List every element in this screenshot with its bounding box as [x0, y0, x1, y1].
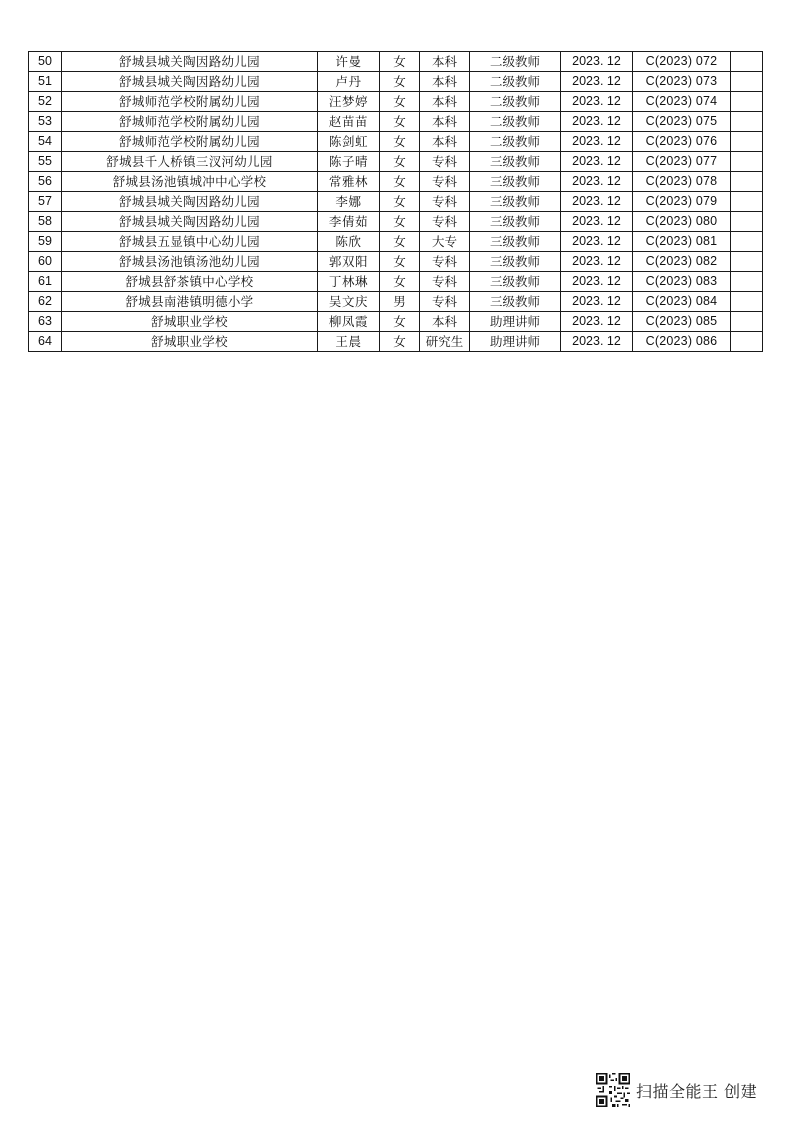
cell-name: 汪梦婷 — [318, 92, 380, 112]
cell-date: 2023. 12 — [561, 232, 633, 252]
cell-name: 陈子晴 — [318, 152, 380, 172]
cell-school: 舒城师范学校附属幼儿园 — [62, 112, 318, 132]
cell-no: 62 — [29, 292, 62, 312]
cell-no: 63 — [29, 312, 62, 332]
cell-gender: 女 — [380, 92, 420, 112]
cell-gender: 男 — [380, 292, 420, 312]
table-row — [29, 252, 763, 272]
cell-education: 本科 — [420, 72, 470, 92]
cell-blank — [731, 112, 763, 132]
cell-school: 舒城县城关陶因路幼儿园 — [62, 72, 318, 92]
cell-school: 舒城县南港镇明德小学 — [62, 292, 318, 312]
cell-name: 王晨 — [318, 332, 380, 352]
cell-date: 2023. 12 — [561, 252, 633, 272]
cell-name: 许曼 — [318, 52, 380, 72]
cell-education: 专科 — [420, 212, 470, 232]
cell-blank — [731, 332, 763, 352]
cell-title: 三级教师 — [470, 232, 561, 252]
table-row — [29, 72, 763, 92]
cell-blank — [731, 252, 763, 272]
cell-school: 舒城师范学校附属幼儿园 — [62, 92, 318, 112]
cell-certificate-code: C(2023) 081 — [633, 232, 731, 252]
cell-no: 51 — [29, 72, 62, 92]
cell-certificate-code: C(2023) 083 — [633, 272, 731, 292]
cell-certificate-code: C(2023) 086 — [633, 332, 731, 352]
cell-education: 本科 — [420, 92, 470, 112]
cell-title: 助理讲师 — [470, 312, 561, 332]
cell-name: 陈剑虹 — [318, 132, 380, 152]
cell-gender: 女 — [380, 52, 420, 72]
cell-no: 59 — [29, 232, 62, 252]
cell-blank — [731, 92, 763, 112]
cell-blank — [731, 152, 763, 172]
cell-gender: 女 — [380, 312, 420, 332]
cell-title: 三级教师 — [470, 212, 561, 232]
table-row — [29, 272, 763, 292]
table-body — [29, 52, 763, 352]
cell-blank — [731, 312, 763, 332]
cell-school: 舒城县城关陶因路幼儿园 — [62, 212, 318, 232]
table-row — [29, 172, 763, 192]
cell-certificate-code: C(2023) 074 — [633, 92, 731, 112]
table-row — [29, 152, 763, 172]
cell-title: 二级教师 — [470, 92, 561, 112]
cell-blank — [731, 212, 763, 232]
cell-name: 常雅林 — [318, 172, 380, 192]
cell-school: 舒城县城关陶因路幼儿园 — [62, 52, 318, 72]
scanner-watermark — [596, 1073, 757, 1107]
cell-no: 52 — [29, 92, 62, 112]
cell-name: 李娜 — [318, 192, 380, 212]
cell-school: 舒城师范学校附属幼儿园 — [62, 132, 318, 152]
cell-certificate-code: C(2023) 072 — [633, 52, 731, 72]
cell-certificate-code: C(2023) 080 — [633, 212, 731, 232]
cell-education: 本科 — [420, 52, 470, 72]
cell-title: 二级教师 — [470, 52, 561, 72]
cell-date: 2023. 12 — [561, 272, 633, 292]
cell-date: 2023. 12 — [561, 292, 633, 312]
table-row — [29, 92, 763, 112]
cell-blank — [731, 52, 763, 72]
cell-gender: 女 — [380, 272, 420, 292]
cell-no: 60 — [29, 252, 62, 272]
table-row — [29, 212, 763, 232]
cell-gender: 女 — [380, 152, 420, 172]
cell-education: 专科 — [420, 192, 470, 212]
cell-school: 舒城县千人桥镇三汊河幼儿园 — [62, 152, 318, 172]
cell-education: 专科 — [420, 292, 470, 312]
qr-code-icon — [596, 1073, 630, 1107]
cell-date: 2023. 12 — [561, 52, 633, 72]
cell-education: 本科 — [420, 312, 470, 332]
cell-gender: 女 — [380, 212, 420, 232]
cell-gender: 女 — [380, 112, 420, 132]
cell-certificate-code: C(2023) 085 — [633, 312, 731, 332]
cell-certificate-code: C(2023) 078 — [633, 172, 731, 192]
cell-no: 53 — [29, 112, 62, 132]
teacher-title-table — [28, 51, 763, 352]
cell-gender: 女 — [380, 132, 420, 152]
cell-date: 2023. 12 — [561, 332, 633, 352]
cell-education: 本科 — [420, 132, 470, 152]
cell-no: 55 — [29, 152, 62, 172]
cell-gender: 女 — [380, 332, 420, 352]
cell-education: 专科 — [420, 272, 470, 292]
cell-date: 2023. 12 — [561, 212, 633, 232]
cell-name: 卢丹 — [318, 72, 380, 92]
cell-name: 李倩茹 — [318, 212, 380, 232]
cell-no: 50 — [29, 52, 62, 72]
cell-title: 三级教师 — [470, 152, 561, 172]
cell-education: 专科 — [420, 152, 470, 172]
cell-school: 舒城职业学校 — [62, 312, 318, 332]
table-row — [29, 292, 763, 312]
cell-name: 柳凤霞 — [318, 312, 380, 332]
cell-education: 研究生 — [420, 332, 470, 352]
cell-blank — [731, 132, 763, 152]
cell-no: 58 — [29, 212, 62, 232]
cell-name: 赵苗苗 — [318, 112, 380, 132]
cell-education: 大专 — [420, 232, 470, 252]
cell-certificate-code: C(2023) 082 — [633, 252, 731, 272]
cell-certificate-code: C(2023) 073 — [633, 72, 731, 92]
cell-no: 64 — [29, 332, 62, 352]
cell-title: 三级教师 — [470, 292, 561, 312]
cell-blank — [731, 232, 763, 252]
cell-school: 舒城职业学校 — [62, 332, 318, 352]
cell-school: 舒城县五显镇中心幼儿园 — [62, 232, 318, 252]
cell-name: 吴文庆 — [318, 292, 380, 312]
cell-gender: 女 — [380, 232, 420, 252]
cell-title: 助理讲师 — [470, 332, 561, 352]
cell-blank — [731, 72, 763, 92]
table-row — [29, 112, 763, 132]
cell-no: 56 — [29, 172, 62, 192]
cell-blank — [731, 192, 763, 212]
table-row — [29, 52, 763, 72]
table-row — [29, 232, 763, 252]
cell-no: 61 — [29, 272, 62, 292]
brand-text: 扫描全能王 创建 — [636, 1081, 758, 1101]
cell-date: 2023. 12 — [561, 112, 633, 132]
cell-school: 舒城县城关陶因路幼儿园 — [62, 192, 318, 212]
cell-certificate-code: C(2023) 077 — [633, 152, 731, 172]
cell-certificate-code: C(2023) 084 — [633, 292, 731, 312]
cell-gender: 女 — [380, 192, 420, 212]
cell-date: 2023. 12 — [561, 132, 633, 152]
cell-name: 陈欣 — [318, 232, 380, 252]
cell-date: 2023. 12 — [561, 192, 633, 212]
cell-school: 舒城县汤池镇汤池幼儿园 — [62, 252, 318, 272]
cell-education: 本科 — [420, 112, 470, 132]
cell-date: 2023. 12 — [561, 152, 633, 172]
cell-title: 三级教师 — [470, 192, 561, 212]
table-row — [29, 312, 763, 332]
cell-school: 舒城县汤池镇城冲中心学校 — [62, 172, 318, 192]
cell-date: 2023. 12 — [561, 172, 633, 192]
cell-no: 54 — [29, 132, 62, 152]
cell-title: 二级教师 — [470, 112, 561, 132]
cell-education: 专科 — [420, 252, 470, 272]
cell-school: 舒城县舒茶镇中心学校 — [62, 272, 318, 292]
cell-certificate-code: C(2023) 079 — [633, 192, 731, 212]
cell-blank — [731, 292, 763, 312]
cell-name: 郭双阳 — [318, 252, 380, 272]
cell-gender: 女 — [380, 72, 420, 92]
cell-title: 三级教师 — [470, 172, 561, 192]
cell-education: 专科 — [420, 172, 470, 192]
cell-certificate-code: C(2023) 075 — [633, 112, 731, 132]
cell-name: 丁林琳 — [318, 272, 380, 292]
cell-title: 二级教师 — [470, 132, 561, 152]
cell-certificate-code: C(2023) 076 — [633, 132, 731, 152]
table-row — [29, 192, 763, 212]
table-row — [29, 332, 763, 352]
cell-blank — [731, 172, 763, 192]
cell-title: 二级教师 — [470, 72, 561, 92]
cell-date: 2023. 12 — [561, 92, 633, 112]
cell-no: 57 — [29, 192, 62, 212]
cell-date: 2023. 12 — [561, 72, 633, 92]
cell-title: 三级教师 — [470, 252, 561, 272]
cell-gender: 女 — [380, 172, 420, 192]
cell-blank — [731, 272, 763, 292]
table-row — [29, 132, 763, 152]
cell-title: 三级教师 — [470, 272, 561, 292]
cell-date: 2023. 12 — [561, 312, 633, 332]
cell-gender: 女 — [380, 252, 420, 272]
